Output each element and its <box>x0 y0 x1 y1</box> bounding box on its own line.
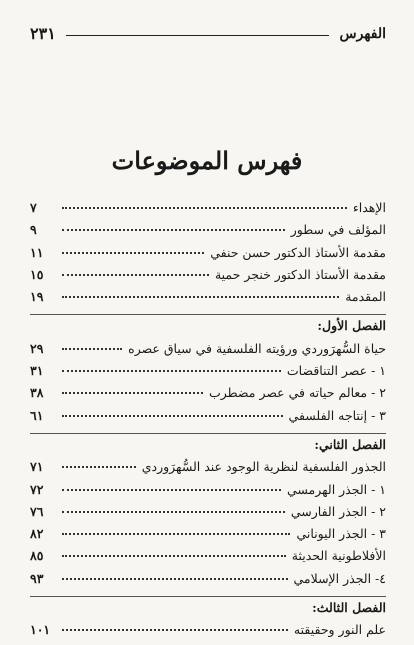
toc-entry-title: ٢ - معالم حياته في عصر مضطرب <box>209 385 386 401</box>
toc-entry-title: المؤلف في سطور <box>290 222 386 238</box>
dot-leader <box>62 370 281 372</box>
toc-entry <box>30 341 386 363</box>
toc-page-number: ٧٢ <box>30 481 44 497</box>
toc-entry <box>30 408 386 430</box>
toc-page-number: ١٥ <box>30 266 44 282</box>
page-title: فهرس الموضوعات <box>111 146 303 175</box>
toc-page-number: ٧١ <box>30 459 44 475</box>
dot-leader <box>62 466 136 468</box>
toc-entry-title: الأفلاطونية الحديثة <box>291 548 386 564</box>
toc-entry-title: ٣ - الجذر اليوناني <box>296 526 386 542</box>
toc-page-number: ٨٢ <box>30 526 44 542</box>
toc-entry <box>30 200 386 222</box>
dot-leader <box>62 629 288 631</box>
toc-entry <box>30 548 386 570</box>
toc-entry <box>30 289 386 311</box>
toc-entry-title: ٤- الجذر الإسلامي <box>293 570 386 586</box>
toc-entry-title: الفصل الأول: <box>317 318 386 334</box>
toc-page-number: ٣٨ <box>30 385 44 401</box>
toc-entry <box>30 222 386 244</box>
toc-page-number: ٢٩ <box>30 340 44 356</box>
toc-entry <box>30 571 386 593</box>
toc-entry-title: الفصل الثالث: <box>312 600 386 616</box>
toc-page-number: ١٩ <box>30 289 44 305</box>
toc-chapter-heading <box>30 437 386 459</box>
toc-entry <box>30 459 386 481</box>
running-title: الفهرس <box>339 25 386 42</box>
toc-entry <box>30 504 386 526</box>
toc-entry <box>30 267 386 289</box>
toc-entry-title: ٣ - إنتاجه الفلسفي <box>288 407 386 423</box>
dot-leader <box>62 296 339 298</box>
section-divider <box>30 596 386 597</box>
toc-entry-title: مقدمة الأستاذ الدكتور حسن حنفي <box>210 244 386 260</box>
toc-page-number: ٦١ <box>30 407 44 423</box>
toc-entry-title: الجذور الفلسفية لنظرية الوجود عند السُّهرَوردي <box>141 459 386 475</box>
toc-page-number: ١٠١ <box>30 622 51 638</box>
toc-entry <box>30 363 386 385</box>
dot-leader <box>62 392 203 394</box>
toc-chapter-heading <box>30 318 386 340</box>
toc-entry <box>30 245 386 267</box>
toc-page-number: ٩٣ <box>30 570 44 586</box>
toc-page-number: ٧٦ <box>30 503 44 519</box>
dot-leader <box>62 252 204 254</box>
toc-entry-title: ٢ - الجذر الفارسي <box>290 503 386 519</box>
toc-entry-title: المقدمة <box>345 289 386 305</box>
toc-page-number: ٨٥ <box>30 548 44 564</box>
toc-entry-title: ١ - الجذر الهرمسي <box>286 481 386 497</box>
table-of-contents <box>30 200 386 645</box>
dot-leader <box>62 578 288 580</box>
page-number: ٢٣١ <box>30 24 56 43</box>
toc-page-number: ٧ <box>30 200 37 215</box>
toc-page-number: ٩ <box>30 222 37 238</box>
dot-leader <box>62 511 285 513</box>
toc-page-number: ١١ <box>30 244 44 260</box>
toc-chapter-heading <box>30 600 386 622</box>
toc-entry-title: مقدمة الأستاذ الدكتور خنجر حمية <box>214 266 386 282</box>
toc-entry <box>30 385 386 407</box>
toc-entry-title: الفصل الثاني: <box>314 436 386 452</box>
dot-leader <box>62 489 281 491</box>
toc-page-number: ٣١ <box>30 363 44 379</box>
page-header <box>30 24 386 43</box>
dot-leader <box>62 348 122 350</box>
toc-entry-title: الإهداء <box>352 200 386 215</box>
dot-leader <box>62 207 347 209</box>
toc-entry <box>30 526 386 548</box>
section-divider <box>30 314 386 315</box>
dot-leader <box>62 415 283 417</box>
toc-entry-title: علم النور وحقيقته <box>293 622 386 638</box>
dot-leader <box>62 274 209 276</box>
section-divider <box>30 433 386 434</box>
header-rule <box>66 35 330 36</box>
toc-entry <box>30 622 386 644</box>
toc-entry <box>30 482 386 504</box>
dot-leader <box>62 555 286 557</box>
toc-entry-title: حياة السُّهرَوردي ورؤيته الفلسفية في سياق عصره <box>128 340 386 356</box>
toc-entry-title: ١ - عصر التناقضات <box>286 363 386 379</box>
dot-leader <box>62 229 285 231</box>
dot-leader <box>62 533 290 535</box>
